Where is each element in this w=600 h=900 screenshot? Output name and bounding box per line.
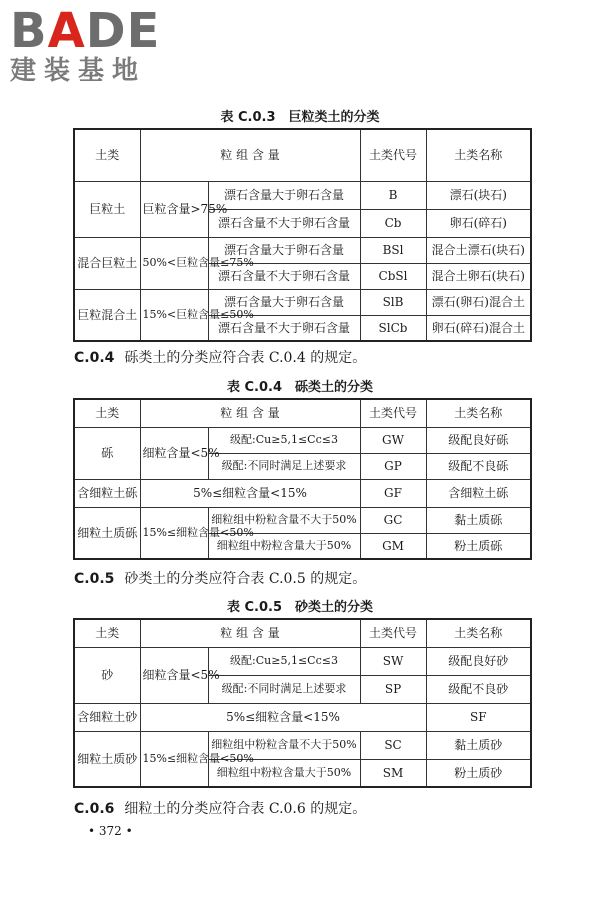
table-c05 [73,618,532,788]
soil-code: CbSl [360,263,426,289]
soil-type: 巨粒土 [74,181,140,237]
soil-code: SF [426,703,531,731]
description: 级配:不同时满足上述要求 [208,675,360,703]
soil-code: Cb [360,209,426,237]
soil-type: 含细粒土砾 [74,479,140,507]
soil-code: SC [360,731,426,759]
soil-type: 砂 [74,647,140,703]
description: 漂石含量大于卵石含量 [208,237,360,263]
description: 漂石含量不大于卵石含量 [208,209,360,237]
table-row [74,731,531,759]
table-row [74,647,531,675]
soil-code: GP [360,453,426,479]
header-code: 土类代号 [360,129,426,181]
soil-name: 级配良好砂 [426,647,531,675]
soil-code: SlCb [360,315,426,341]
description: 漂石含量大于卵石含量 [208,181,360,209]
soil-code: SP [360,675,426,703]
soil-type: 砾 [74,427,140,479]
soil-name: 漂石(块石) [426,181,531,209]
description: 漂石含量不大于卵石含量 [208,315,360,341]
soil-code: GF [360,479,426,507]
soil-code: GC [360,507,426,533]
soil-name: 级配不良砾 [426,453,531,479]
logo-wordmark: BADE [10,3,161,59]
header-content: 粒 组 含 量 [140,619,360,647]
description: 细粒组中粉粒含量大于50% [208,759,360,787]
table-header [74,619,531,647]
condition: 15%<巨粒含量≤50% [140,289,208,341]
description: 漂石含量不大于卵石含量 [208,263,360,289]
description: 级配:Cu≥5,1≤Cc≤3 [208,427,360,453]
condition: 细粒含量<5% [140,647,208,703]
soil-type: 巨粒混合土 [74,289,140,341]
condition: 5%≤细粒含量<15% [140,479,360,507]
table-row [74,289,531,315]
soil-name: 级配不良砂 [426,675,531,703]
soil-type: 细粒土质砾 [74,507,140,559]
soil-type: 混合巨粒土 [74,237,140,289]
soil-name: 混合土卵石(块石) [426,263,531,289]
description: 级配:Cu≥5,1≤Cc≤3 [208,647,360,675]
condition: 巨粒含量>75% [140,181,208,237]
table-row [74,703,531,731]
condition: 50%<巨粒含量≤75% [140,237,208,289]
soil-code: GW [360,427,426,453]
soil-name: 漂石(卵石)混合土 [426,289,531,315]
condition: 细粒含量<5% [140,427,208,479]
header-name: 土类名称 [426,619,531,647]
soil-code: SW [360,647,426,675]
soil-code: GM [360,533,426,559]
header-code: 土类代号 [360,399,426,427]
logo-subtitle: 建装基地 [10,56,147,86]
header-content: 粒 组 含 量 [140,399,360,427]
logo [10,3,180,86]
soil-code: SM [360,759,426,787]
header-soil: 土类 [74,399,140,427]
condition: 15%≤细粒含量<50% [140,507,208,559]
clause-c05: C.0.5 砂类土的分类应符合表 C.0.5 的规定。 [74,571,367,587]
soil-name: 卵石(碎石)混合土 [426,315,531,341]
header-name: 土类名称 [426,399,531,427]
soil-name: 粉土质砾 [426,533,531,559]
table-header [74,399,531,427]
header-name: 土类名称 [426,129,531,181]
table-c05-title: 表 C.0.5 砂类土的分类 [226,600,374,615]
table-c03-title: 表 C.0.3 巨粒类土的分类 [220,110,380,125]
soil-code: SlB [360,289,426,315]
table-row [74,427,531,453]
clause-c06: C.0.6 细粒土的分类应符合表 C.0.6 的规定。 [74,801,367,817]
description: 细粒组中粉粒含量不大于50% [208,507,360,533]
table-header [74,129,531,181]
header-code: 土类代号 [360,619,426,647]
header-content: 粒 组 含 量 [140,129,360,181]
table-row [74,479,531,507]
soil-name: 黏土质砂 [426,731,531,759]
description: 级配:不同时满足上述要求 [208,453,360,479]
description: 漂石含量大于卵石含量 [208,289,360,315]
soil-type: 含细粒土砂 [74,703,140,731]
clause-c04: C.0.4 砾类土的分类应符合表 C.0.4 的规定。 [74,350,367,366]
condition: 5%≤细粒含量<15% [140,703,426,731]
description: 细粒组中粉粒含量不大于50% [208,731,360,759]
soil-name: 含细粒土砾 [426,479,531,507]
table-c04 [73,398,532,560]
soil-name: 混合土漂石(块石) [426,237,531,263]
table-c04-title: 表 C.0.4 砾类土的分类 [226,380,374,395]
table-row [74,507,531,533]
soil-code: B [360,181,426,209]
header-soil: 土类 [74,129,140,181]
soil-name: 级配良好砾 [426,427,531,453]
table-c03 [73,128,532,342]
page-number: • 372 • [88,824,133,838]
soil-name: 黏土质砾 [426,507,531,533]
header-soil: 土类 [74,619,140,647]
table-row [74,181,531,209]
table-row [74,237,531,263]
soil-code: BSl [360,237,426,263]
soil-name: 卵石(碎石) [426,209,531,237]
soil-name: 粉土质砂 [426,759,531,787]
description: 细粒组中粉粒含量大于50% [208,533,360,559]
soil-type: 细粒土质砂 [74,731,140,787]
condition: 15%≤细粒含量<50% [140,731,208,787]
